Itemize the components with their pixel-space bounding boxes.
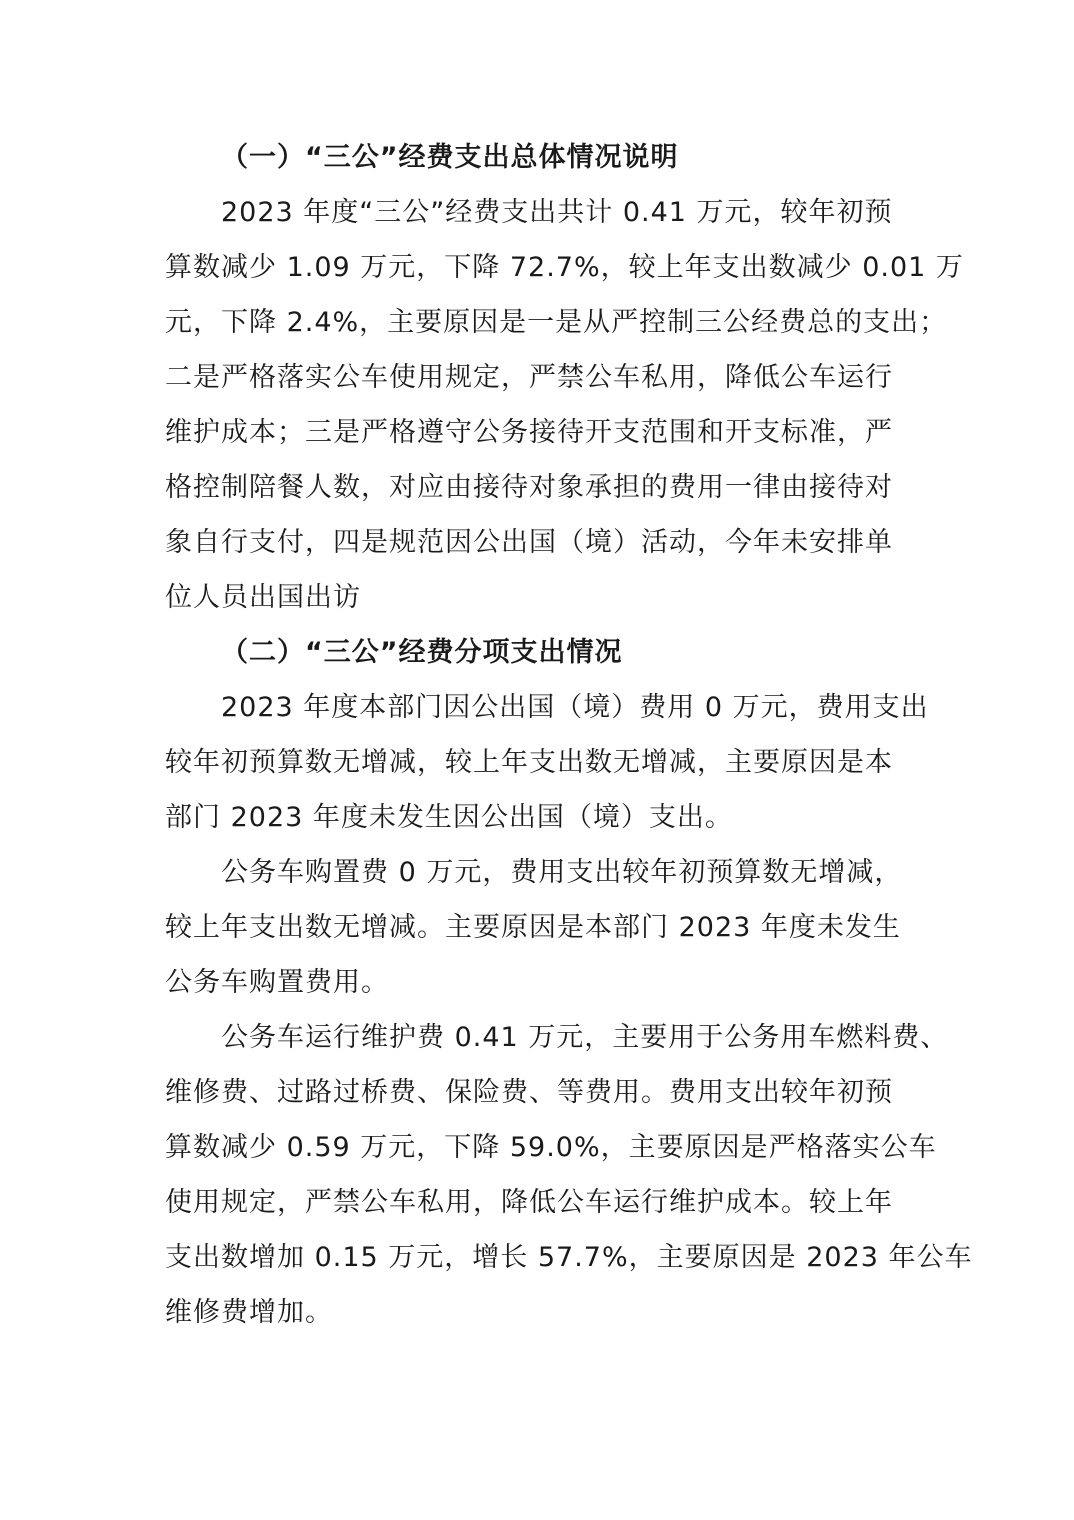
section2-para3-line: 维修费增加。 (165, 1297, 333, 1328)
document-page (165, 130, 973, 1340)
section1-line: 元，下降 2.4%，主要原因是一是从严控制三公经费总的支出； (165, 307, 948, 338)
section1-line: 算数减少 1.09 万元，下降 72.7%，较上年支出数减少 0.01 万 (165, 252, 964, 283)
section2-para3-line: 公务车运行维护费 0.41 万元，主要用于公务用车燃料费、 (221, 1022, 949, 1053)
section1-line: 二是严格落实公车使用规定，严禁公车私用，降低公车运行 (165, 362, 893, 393)
section2-para1-line: 部门 2023 年度未发生因公出国（境）支出。 (165, 802, 733, 833)
section1-line: 位人员出国出访 (165, 582, 361, 613)
section1-line: 象自行支付，四是规范因公出国（境）活动，今年未安排单 (165, 527, 893, 558)
section2-para2-line: 公务车购置费用。 (165, 967, 389, 998)
section1-heading: （一）“三公”经费支出总体情况说明 (221, 142, 679, 173)
section2-para3-line: 算数减少 0.59 万元，下降 59.0%，主要原因是严格落实公车 (165, 1132, 937, 1163)
section1-line: 2023 年度“三公”经费支出共计 0.41 万元，较年初预 (221, 197, 893, 228)
section2-para3-line: 使用规定，严禁公车私用，降低公车运行维护成本。较上年 (165, 1187, 893, 1218)
section2-para1-line: 较年初预算数无增减，较上年支出数无增减，主要原因是本 (165, 747, 893, 778)
section2-para3-line: 维修费、过路过桥费、保险费、等费用。费用支出较年初预 (165, 1077, 893, 1108)
section1-line: 维护成本；三是严格遵守公务接待开支范围和开支标准，严 (165, 417, 893, 448)
section2-para2-line: 较上年支出数无增减。主要原因是本部门 2023 年度未发生 (165, 912, 901, 943)
section2-para3-line: 支出数增加 0.15 万元，增长 57.7%，主要原因是 2023 年公车 (165, 1242, 973, 1273)
section2-para2-line: 公务车购置费 0 万元，费用支出较年初预算数无增减， (221, 857, 903, 888)
section1-line: 格控制陪餐人数，对应由接待对象承担的费用一律由接待对 (165, 472, 893, 503)
section2-heading: （二）“三公”经费分项支出情况 (221, 637, 623, 668)
section2-para1-line: 2023 年度本部门因公出国（境）费用 0 万元，费用支出 (221, 692, 929, 723)
